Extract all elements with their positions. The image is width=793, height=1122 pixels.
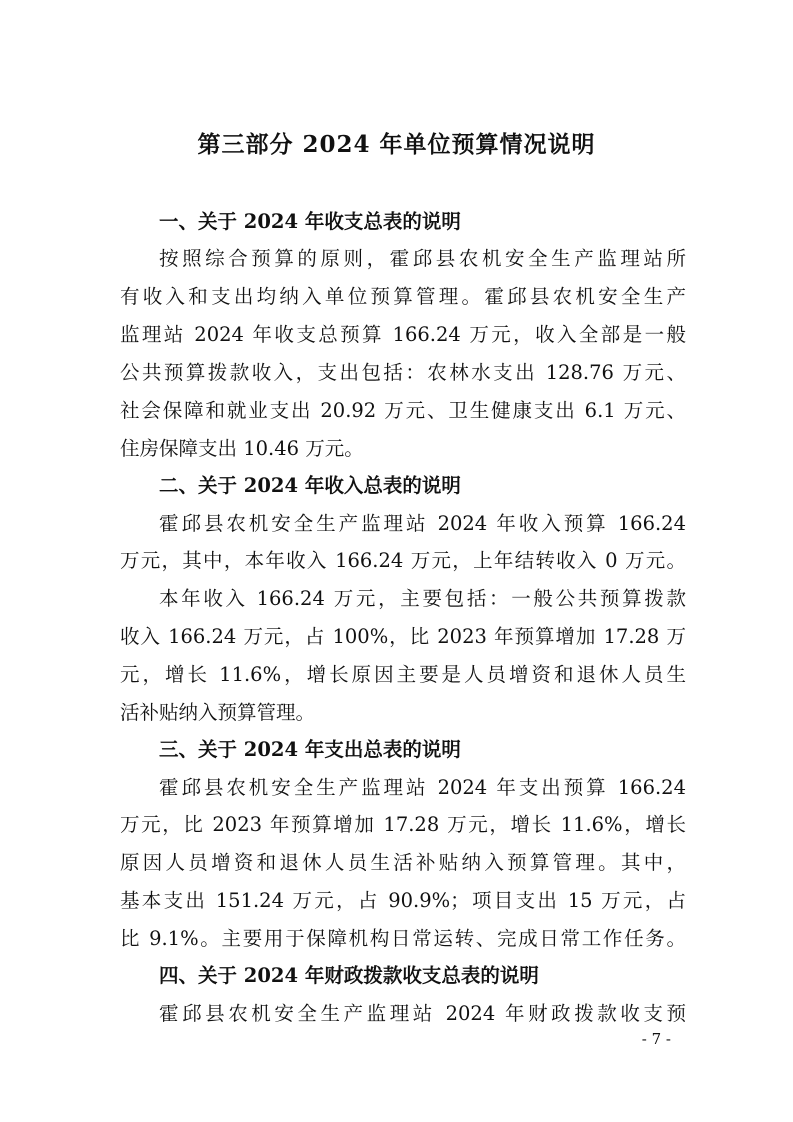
paragraph-line: 基本支出 151.24 万元，占 90.9%；项目支出 15 万元，占 — [120, 889, 686, 912]
paragraph-line: 活补贴纳入预算管理。 — [120, 701, 316, 724]
paragraph-line: 比 9.1%。主要用于保障机构日常运转、完成日常工作任务。 — [120, 927, 686, 950]
page-title: 第三部分 2024 年单位预算情况说明 — [197, 131, 596, 158]
section-heading-3: 三、关于 2024 年支出总表的说明 — [159, 738, 461, 761]
paragraph-line: 收入 166.24 万元，占 100%，比 2023 年预算增加 17.28 万 — [120, 625, 686, 648]
paragraph-line: 按照综合预算的原则，霍邱县农机安全生产监理站所 — [159, 247, 686, 270]
paragraph-line: 有收入和支出均纳入单位预算管理。霍邱县农机安全生产 — [120, 285, 686, 308]
paragraph-line: 霍邱县农机安全生产监理站 2024 年收入预算 166.24 — [159, 512, 686, 535]
paragraph-line: 本年收入 166.24 万元，主要包括：一般公共预算拨款 — [159, 587, 686, 610]
paragraph-line: 万元，其中，本年收入 166.24 万元，上年结转收入 0 万元。 — [120, 549, 686, 572]
paragraph-line: 公共预算拨款收入，支出包括：农林水支出 128.76 万元、 — [120, 361, 686, 384]
paragraph-line: 监理站 2024 年收支总预算 166.24 万元，收入全部是一般 — [120, 323, 686, 346]
section-heading-1: 一、关于 2024 年收支总表的说明 — [159, 210, 461, 233]
section-heading-4: 四、关于 2024 年财政拨款收支总表的说明 — [159, 964, 539, 987]
paragraph-line: 霍邱县农机安全生产监理站 2024 年财政拨款收支预 — [159, 1002, 686, 1025]
section-heading-2: 二、关于 2024 年收入总表的说明 — [159, 474, 461, 497]
paragraph-line: 霍邱县农机安全生产监理站 2024 年支出预算 166.24 — [159, 776, 686, 799]
paragraph-line: 社会保障和就业支出 20.92 万元、卫生健康支出 6.1 万元、 — [120, 399, 686, 422]
paragraph-line: 原因人员增资和退休人员生活补贴纳入预算管理。其中， — [120, 851, 686, 874]
paragraph-line: 住房保障支出 10.46 万元。 — [120, 437, 364, 460]
paragraph-line: 元，增长 11.6%，增长原因主要是人员增资和退休人员生 — [120, 663, 686, 686]
page-number: - 7 - — [641, 1030, 671, 1048]
paragraph-line: 万元，比 2023 年预算增加 17.28 万元，增长 11.6%，增长 — [120, 813, 686, 836]
